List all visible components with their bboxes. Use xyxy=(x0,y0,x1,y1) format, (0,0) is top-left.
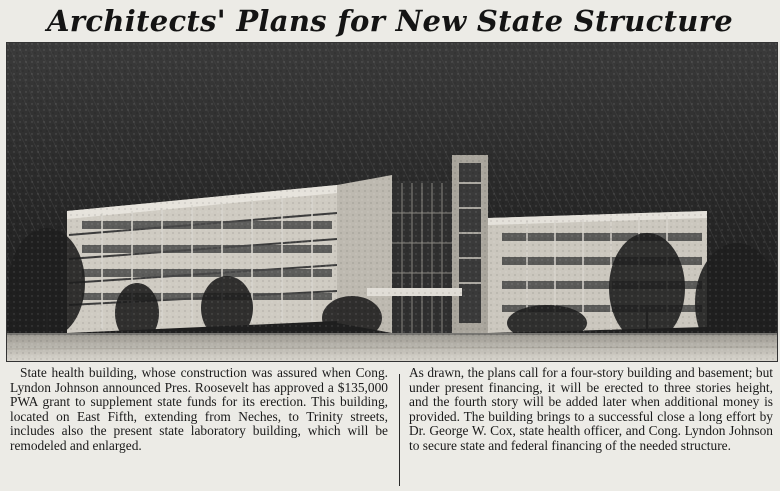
caption-left-column: State health building, whose construction was assured when Cong. Lyndon Johnson announced Pres. Roosevelt has approved a $135,000 PWA grant to supplement state funds for its erection. This building, located on East Fifth, extending from Neches, to Trinity streets, includes also the present state laboratory building, which will be remodeled and enlarged. xyxy=(10,365,388,453)
headline: Architects' Plans for New State Structure xyxy=(46,4,733,38)
architectural-rendering-image xyxy=(6,42,778,362)
column-divider xyxy=(399,374,400,486)
caption-right-column: As drawn, the plans call for a four-story building and basement; but under present financing, it will be erected to three stories height, and the fourth story will be added later when additional money is provided. The building brings to a successful close a long effort by Dr. George W. Cox, state health officer, and Cong. Lyndon Johnson to secure state and federal financing of the needed structure. xyxy=(409,365,773,453)
